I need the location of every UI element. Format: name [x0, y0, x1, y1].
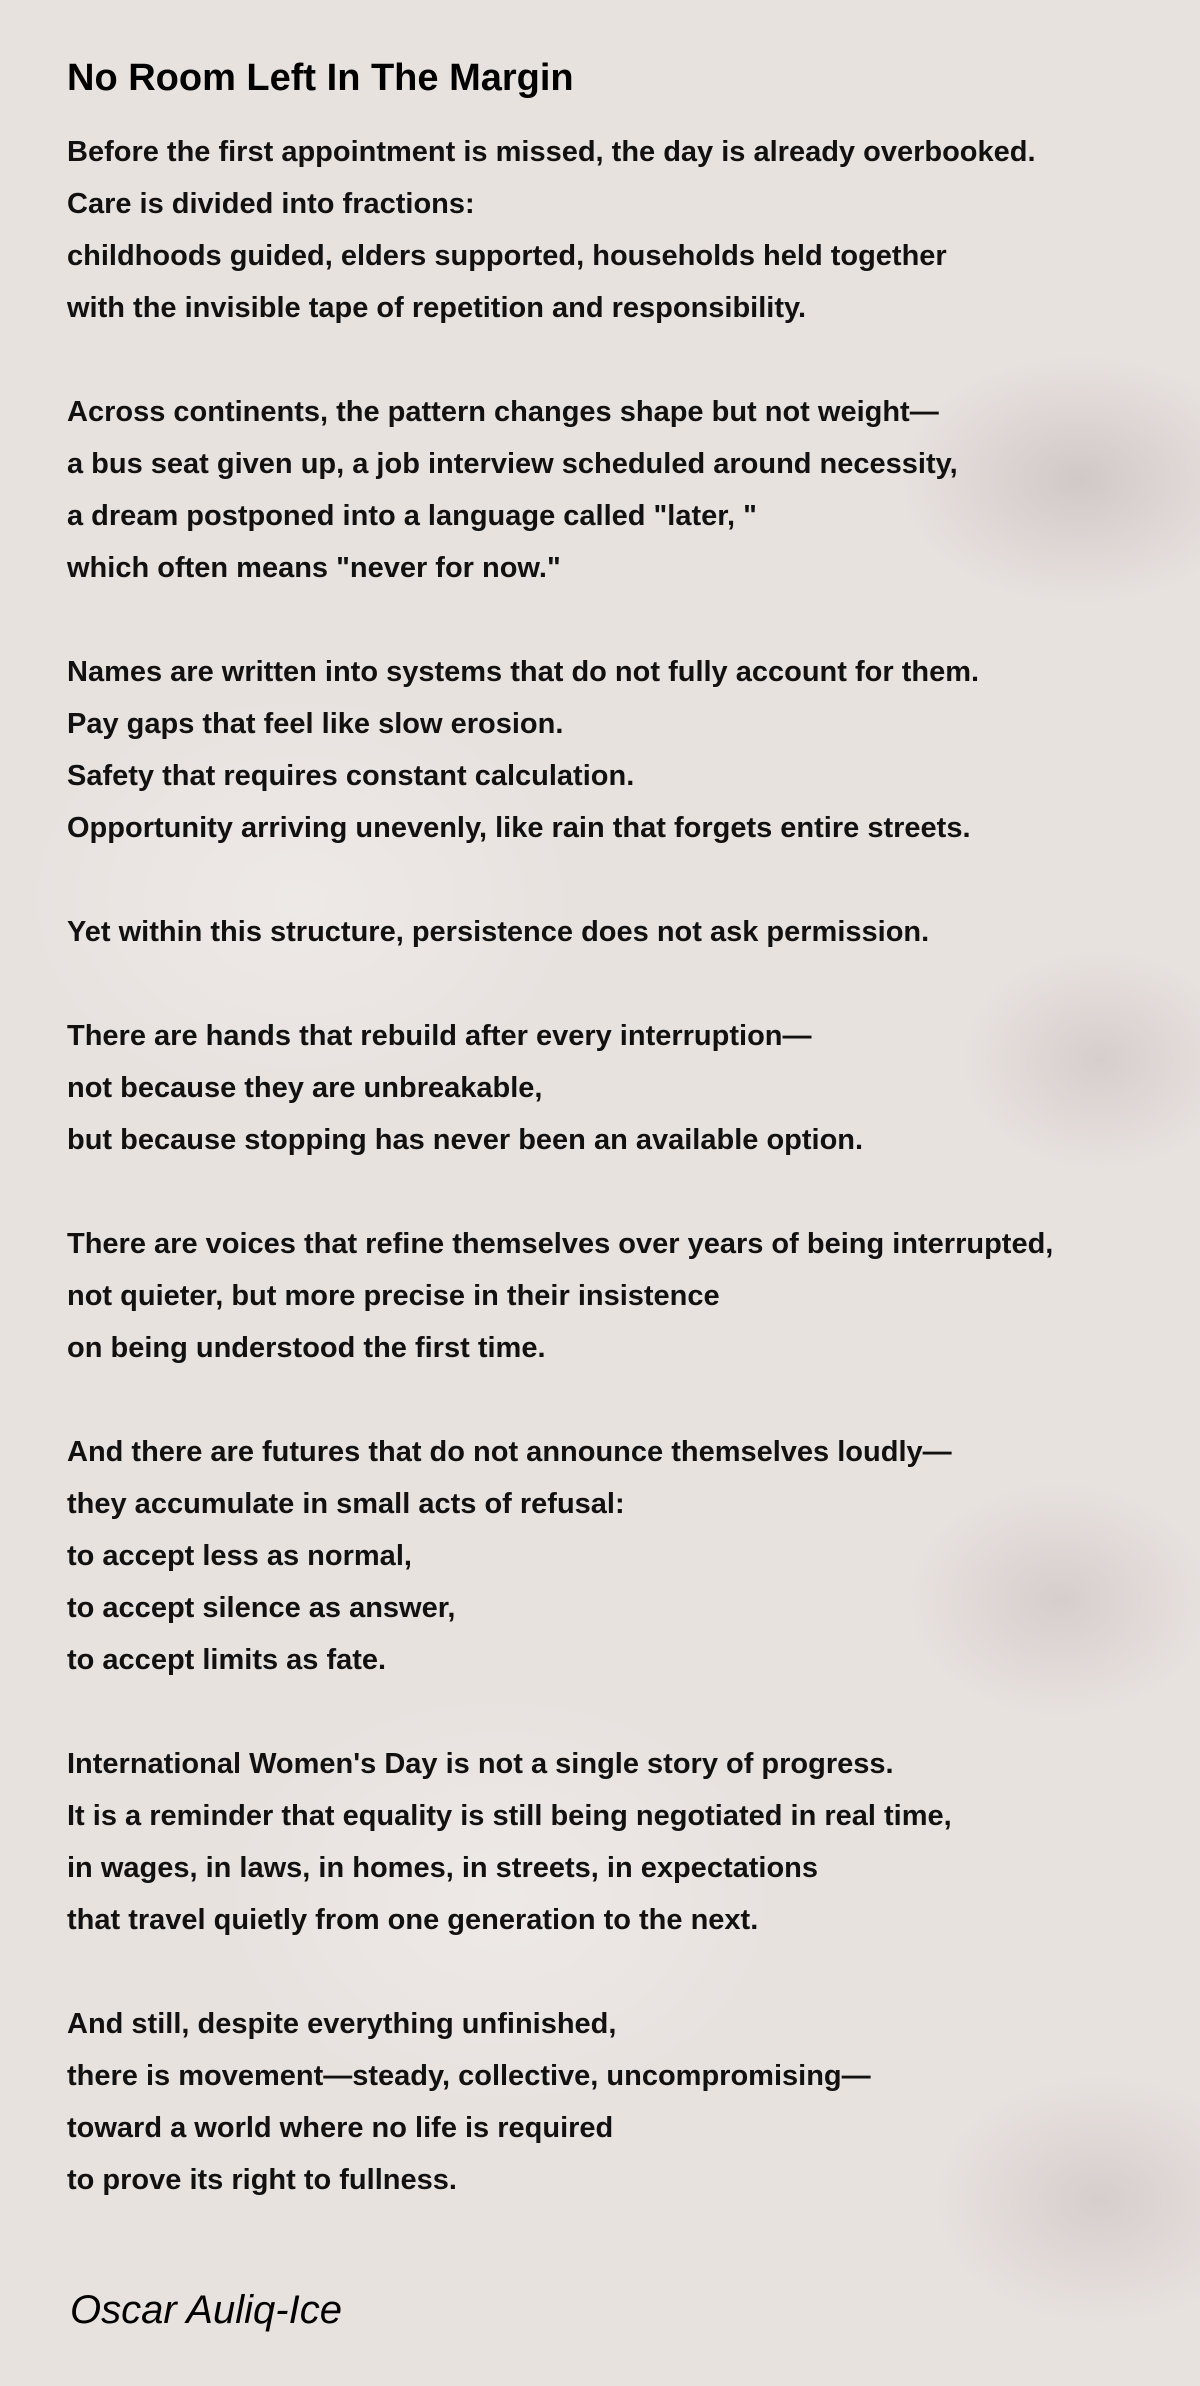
- stanza: [67, 126, 1177, 334]
- stanza: [67, 1010, 1177, 1166]
- stanza: [67, 386, 1177, 594]
- stanza: [67, 1218, 1177, 1374]
- poem-line: It is a reminder that equality is still being negotiated in real time,: [67, 1800, 952, 1832]
- poem-line: There are hands that rebuild after every interruption—: [67, 1020, 812, 1052]
- poem-line: there is movement—steady, collective, uncompromising—: [67, 2060, 871, 2092]
- poem-line: to accept less as normal,: [67, 1540, 412, 1572]
- poem-line: And still, despite everything unfinished,: [67, 2008, 617, 2040]
- poem-line: childhoods guided, elders supported, households held together: [67, 240, 947, 272]
- poem-line: Pay gaps that feel like slow erosion.: [67, 708, 564, 740]
- poem-line: toward a world where no life is required: [67, 2112, 614, 2144]
- poem-line: Before the first appointment is missed, the day is already overbooked.: [67, 136, 1036, 168]
- poem-container: [67, 48, 1177, 2206]
- stanza: [67, 1426, 1177, 1686]
- poem-line: Care is divided into fractions:: [67, 188, 475, 220]
- poem-line: on being understood the first time.: [67, 1332, 546, 1364]
- poem-line: Names are written into systems that do not fully account for them.: [67, 656, 980, 688]
- poem-line: in wages, in laws, in homes, in streets, in expectations: [67, 1852, 818, 1884]
- poem-line: to prove its right to fullness.: [67, 2164, 457, 2196]
- stanza: [67, 1738, 1177, 1946]
- poem-line: Yet within this structure, persistence does not ask permission.: [67, 916, 930, 948]
- poem-line: a bus seat given up, a job interview scheduled around necessity,: [67, 448, 958, 480]
- poem-line: There are voices that refine themselves over years of being interrupted,: [67, 1228, 1054, 1260]
- poem-line: And there are futures that do not announce themselves loudly—: [67, 1436, 952, 1468]
- poem-line: International Women's Day is not a single story of progress.: [67, 1748, 894, 1780]
- poem-line: which often means "never for now.": [67, 552, 561, 584]
- poem-line: Opportunity arriving unevenly, like rain that forgets entire streets.: [67, 812, 971, 844]
- poem-line: to accept limits as fate.: [67, 1644, 387, 1676]
- poem-line: that travel quietly from one generation to the next.: [67, 1904, 759, 1936]
- poem-line: they accumulate in small acts of refusal:: [67, 1488, 625, 1520]
- poem-line: Across continents, the pattern changes shape but not weight—: [67, 396, 939, 428]
- poem-title: No Room Left In The Margin: [67, 57, 574, 99]
- poem-line: with the invisible tape of repetition and responsibility.: [67, 292, 807, 324]
- poem-line: to accept silence as answer,: [67, 1592, 456, 1624]
- poem-line: not because they are unbreakable,: [67, 1072, 543, 1104]
- stanza: [67, 646, 1177, 854]
- poem-line: but because stopping has never been an available option.: [67, 1124, 864, 1156]
- stanza: [67, 906, 1177, 958]
- poem-line: Safety that requires constant calculation.: [67, 760, 635, 792]
- stanza: [67, 1998, 1177, 2206]
- poem-body: [67, 126, 1177, 2206]
- poem-line: not quieter, but more precise in their insistence: [67, 1280, 720, 1312]
- poem-author: Oscar Auliq-Ice: [70, 2288, 342, 2332]
- poem-line: a dream postponed into a language called "later, ": [67, 500, 757, 532]
